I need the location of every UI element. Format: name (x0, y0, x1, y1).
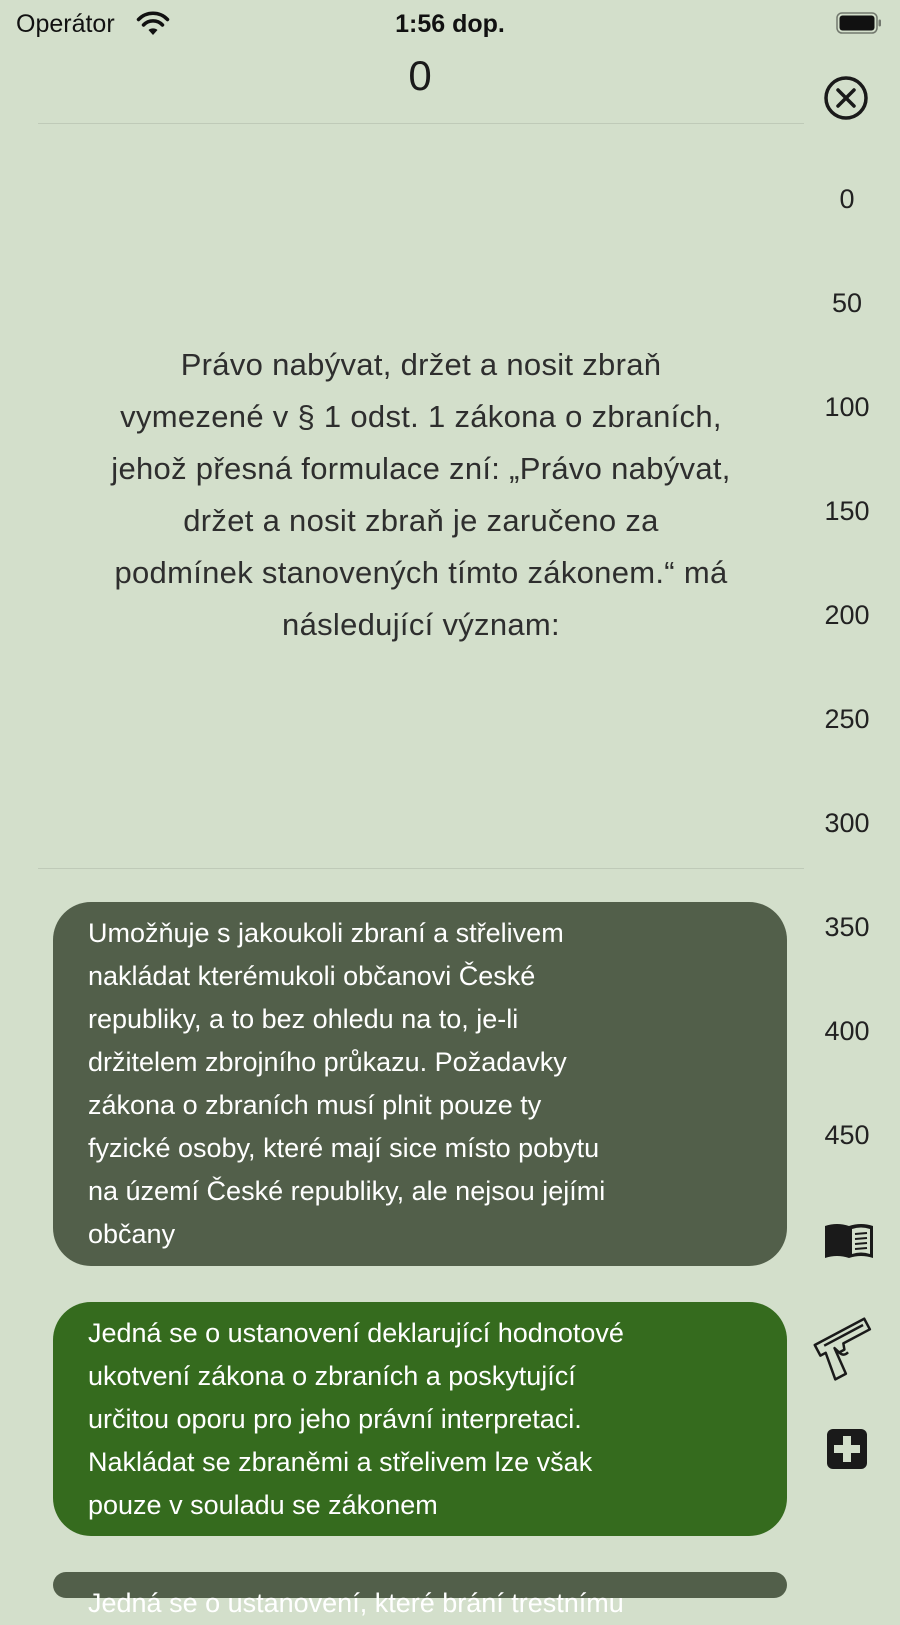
divider-bottom (38, 868, 804, 869)
scale-label[interactable]: 50 (831, 288, 863, 318)
answer-line: Jedná se o ustanovení, které brání trestnímu (88, 1588, 624, 1618)
answer-line: pouze v souladu se zákonem (88, 1490, 438, 1520)
scale-label[interactable]: 150 (824, 496, 870, 526)
question-area (36, 125, 806, 865)
answer-line: Nakládat se zbraněmi a střelivem lze však (88, 1447, 593, 1477)
scale-label[interactable]: 0 (839, 184, 855, 214)
answer-option[interactable] (53, 902, 787, 1266)
answer-line: Umožňuje s jakoukoli zbraní a střelivem (88, 918, 564, 948)
question-line: Právo nabývat, držet a nosit zbraň (180, 347, 662, 382)
question-line: držet a nosit zbraň je zaručeno za (183, 503, 659, 538)
plus-square-icon[interactable] (826, 1428, 868, 1470)
scale-label[interactable]: 250 (824, 704, 870, 734)
answer-line: nakládat kterémukoli občanovi České (88, 961, 536, 991)
carrier-label: Operátor (16, 10, 115, 38)
scale-label[interactable]: 200 (824, 600, 870, 630)
scale-label[interactable]: 350 (824, 912, 870, 942)
answer-line: fyzické osoby, které mají sice místo pobytu (88, 1133, 600, 1163)
answer-line: na území České republiky, ale nejsou jejími (88, 1176, 606, 1206)
divider-top (38, 123, 804, 124)
status-bar (0, 0, 900, 50)
answer-line: určitou oporu pro jeho právní interpretaci. (88, 1404, 582, 1434)
answer-line: držitelem zbrojního průkazu. Požadavky (88, 1047, 567, 1077)
scale-label[interactable]: 100 (824, 392, 870, 422)
answer-option[interactable] (53, 1302, 787, 1536)
question-line: jehož přesná formulace zní: „Právo nabývat, (111, 451, 731, 486)
question-line: vymezené v § 1 odst. 1 zákona o zbraních, (120, 399, 722, 434)
question-text (111, 339, 730, 651)
clock: 1:56 dop. (395, 10, 505, 38)
pistol-icon[interactable] (815, 1308, 879, 1384)
answer-line: republiky, a to bez ohledu na to, je-li (88, 1004, 519, 1034)
battery-icon (836, 12, 882, 34)
scale-label[interactable]: 400 (824, 1016, 870, 1046)
question-line: následující význam: (282, 607, 560, 642)
close-icon[interactable] (822, 74, 870, 122)
scale-label[interactable]: 300 (824, 808, 870, 838)
answer-option[interactable] (53, 1572, 787, 1618)
score-counter: 0 (408, 52, 432, 99)
scale-label[interactable]: 450 (824, 1120, 870, 1150)
answer-line: zákona o zbraních musí plnit pouze ty (88, 1090, 542, 1120)
answer-line: ukotvení zákona o zbraních a poskytující (88, 1361, 576, 1391)
answer-line: občany (88, 1219, 176, 1249)
answer-line: Jedná se o ustanovení deklarující hodnotové (88, 1318, 624, 1348)
question-line: podmínek stanovených tímto zákonem.“ má (114, 555, 728, 590)
book-icon[interactable] (823, 1220, 875, 1260)
